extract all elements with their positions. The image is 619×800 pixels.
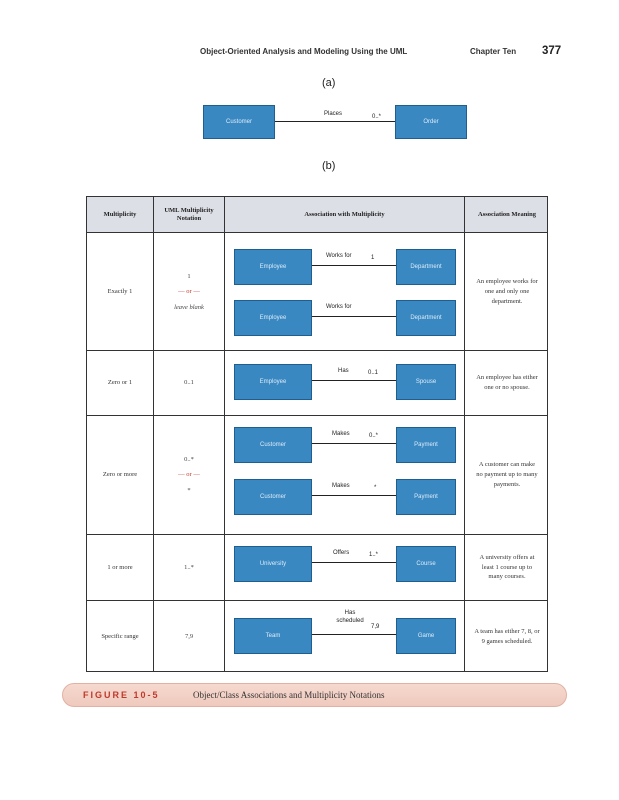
class-box-payment: Payment (396, 479, 456, 515)
association-line (312, 316, 396, 317)
row-meaning: An employee has either one or no spouse. (476, 374, 538, 391)
class-box-customer: Customer (234, 479, 312, 515)
association-label: Has scheduled (336, 610, 364, 624)
notation-or: — or — (178, 471, 200, 479)
association-line (312, 495, 396, 496)
multiplicity-label: 1..* (369, 552, 379, 558)
header-meaning: Association Meaning (478, 210, 536, 218)
association-line (312, 562, 396, 563)
multiplicity-label: 1 (371, 255, 375, 261)
page-number: 377 (542, 45, 562, 57)
multiplicity-label: 0..* (372, 114, 382, 120)
class-box-employee: Employee (234, 364, 312, 400)
class-box-employee: Employee (234, 300, 312, 336)
row-notation: 1..* (184, 563, 194, 571)
row-notation: 0..1 (184, 379, 194, 387)
notation-value: 1 (187, 272, 191, 280)
class-box-department: Department (396, 300, 456, 336)
class-box-course: Course (396, 546, 456, 582)
association-line (312, 380, 396, 381)
association-label: Works for (326, 304, 352, 310)
row-meaning: A customer can make no payment up to many payments. (476, 461, 538, 488)
row-meaning: A team has either 7, 8, or 9 games scheduled. (474, 628, 540, 645)
class-box-customer: Customer (203, 105, 275, 139)
multiplicity-label: 0..* (369, 433, 379, 439)
header-multiplicity: Multiplicity (103, 210, 137, 218)
row-multiplicity: 1 or more (107, 563, 133, 571)
multiplicity-label: 0..1 (368, 370, 379, 376)
row-multiplicity: Zero or 1 (107, 379, 133, 387)
association-label: Offers (333, 550, 350, 556)
running-header-chapter: Chapter Ten (470, 47, 517, 56)
association-line (312, 634, 396, 635)
row-notation (154, 234, 224, 350)
class-box-employee: Employee (234, 249, 312, 285)
class-box-order: Order (395, 105, 467, 139)
notation-value: leave blank (174, 303, 204, 311)
notation-or: — or — (178, 288, 200, 296)
multiplicity-label: 7,9 (371, 624, 380, 630)
row-multiplicity: Zero or more (102, 471, 138, 479)
header-association: Association with Multiplicity (304, 210, 385, 218)
row-meaning: An employee works for one and only one department. (476, 278, 538, 305)
figure-caption (62, 683, 567, 707)
header-notation: UML Multiplicity Notation (164, 206, 214, 222)
association-label: Has (338, 368, 349, 374)
notation-value: * (187, 486, 191, 494)
association-label: Makes (332, 483, 350, 489)
part-b-label: (b) (322, 160, 336, 172)
figure-number: FIGURE 10-5 (83, 690, 160, 700)
class-box-team: Team (234, 618, 312, 654)
part-a-label: (a) (322, 77, 336, 89)
row-meaning: A university offers at least 1 course up to many courses. (479, 553, 535, 581)
row-notation: 7,9 (184, 633, 194, 641)
row-multiplicity: Exactly 1 (107, 288, 133, 296)
association-line (275, 121, 395, 122)
running-header-title: Object-Oriented Analysis and Modeling Using the UML (200, 47, 408, 56)
association-label: Works for (326, 253, 352, 259)
row-notation (154, 416, 224, 534)
class-box-spouse: Spouse (396, 364, 456, 400)
class-box-payment: Payment (396, 427, 456, 463)
class-box-department: Department (396, 249, 456, 285)
association-line (312, 443, 396, 444)
multiplicity-table (86, 196, 548, 672)
class-box-game: Game (396, 618, 456, 654)
multiplicity-label: * (374, 485, 377, 491)
notation-value: 0..* (184, 455, 194, 463)
figure-title: Object/Class Associations and Multiplicity Notations (193, 690, 385, 700)
class-box-university: University (234, 546, 312, 582)
association-label: Makes (332, 431, 350, 437)
association-label: Places (324, 111, 343, 117)
row-multiplicity: Specific range (101, 633, 139, 641)
association-line (312, 265, 396, 266)
class-box-customer: Customer (234, 427, 312, 463)
